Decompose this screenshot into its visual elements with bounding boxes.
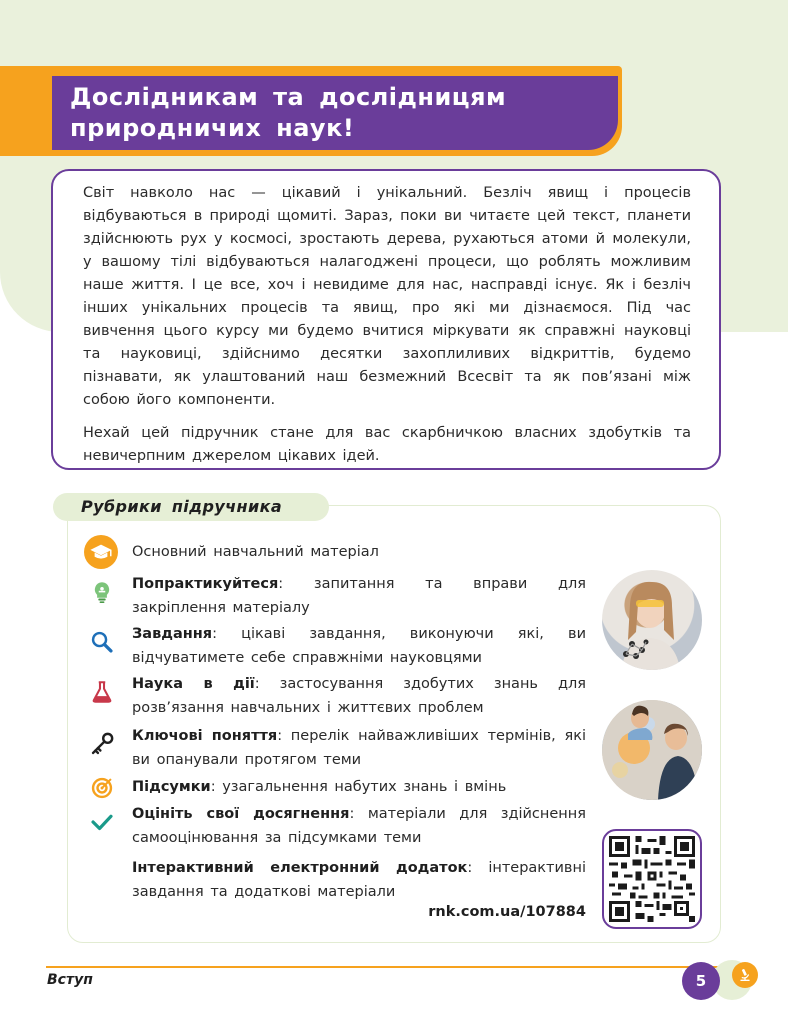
rubric-item-title: Ключові поняття <box>132 728 278 744</box>
flask-icon <box>86 676 118 708</box>
rubric-item-self-assessment <box>82 802 586 850</box>
intro-box <box>51 169 721 470</box>
rubric-item-text <box>132 802 586 850</box>
footer-divider <box>46 966 736 968</box>
key-icon <box>86 728 118 760</box>
rubric-item-text <box>132 672 586 720</box>
rubric-item-title: Попрактикуйтеся <box>132 576 279 592</box>
rubric-item-desc: : інтерактивні завдання та додаткові матеріали <box>132 860 586 900</box>
page-title-line1: Дослідникам та дослідницям <box>70 83 507 111</box>
page-title-line2: природничих наук! <box>70 114 355 142</box>
rubric-item-science-in-action <box>82 672 586 720</box>
footer-section-label: Вступ <box>47 972 93 988</box>
microscope-icon <box>732 962 758 988</box>
rubric-item-text <box>132 724 586 772</box>
qr-code[interactable] <box>602 829 702 929</box>
rubric-item-desc: : узагальнення набутих знань і вмінь <box>210 779 507 795</box>
interactive-app-link[interactable]: rnk.com.ua/107884 <box>428 904 586 920</box>
rubric-item-desc: : цікаві завдання, виконуючи які, ви відчуватимете себе справжніми науковцями <box>132 626 586 666</box>
rubrics-heading: Рубрики підручника <box>81 497 283 516</box>
rubric-item-interactive-app <box>82 856 586 904</box>
rubric-item-title: Оцініть свої досягнення <box>132 806 350 822</box>
rubrics-heading-tab <box>53 493 329 521</box>
rubric-item-title: Інтерактивний електронний додаток <box>132 860 468 876</box>
magnifier-icon <box>86 626 118 658</box>
rubric-item-key-concepts <box>82 724 586 772</box>
rubric-item-text <box>132 572 586 620</box>
qr-code-image <box>609 836 695 922</box>
rubric-item-desc: : запитання та вправи для закріплення матеріалу <box>132 576 586 616</box>
rubric-item-title: Наука в дії <box>132 676 255 692</box>
intro-paragraph-2: Нехай цей підручник стане для вас скарбничкою власних здобутків та невичерпним джерелом цікавих ідей. <box>83 425 691 464</box>
intro-paragraph-1: Світ навколо нас — цікавий і унікальний. Безліч явищ і процесів відбуваються в природі щомиті. Зараз, поки ви читаєте цей текст, планети здійснюють рух у космосі, зростають дерева, рухаються атоми й молекули, у вашому тілі відбуваються налагоджені процеси, що роблять можливим наше життя. І це все, хоч і невидиме для нас, насправді існує. Як і безліч інших унікальних процесів та явищ, про які ми дізнаємося. Під час вивчення цього курсу ми будемо вчитися міркувати як справжні науковці та науковиці, здійснимо десятки захоплиливих відкриттів, будемо пізнавати, як улаштований наш безмежний Всесвіт та як пов’язані між собою його компоненти. <box>83 185 691 408</box>
rubric-item-text <box>132 540 586 564</box>
rubric-item-desc: : перелік найважливіших термінів, які ви опанували протягом теми <box>132 728 587 768</box>
photo-girl-with-molecule-model <box>602 570 702 670</box>
rubric-item-desc: : матеріали для здійснення самооцінювання за підсумками теми <box>132 806 586 846</box>
rubric-item-title: Завдання <box>132 626 213 642</box>
rubric-item-desc: : застосування здобутих знань для розв’язання навчальних і життєвих проблем <box>132 676 587 716</box>
target-icon <box>86 772 118 804</box>
rubric-item-desc: Основний навчальний матеріал <box>132 544 379 560</box>
rubric-item-practice <box>82 572 586 620</box>
rubric-item-text <box>132 775 586 799</box>
rubric-item-title: Підсумки <box>132 779 211 795</box>
photo-kids-with-planet-model <box>602 700 702 800</box>
page-number: 5 <box>682 962 720 1000</box>
rubric-item-summary <box>82 775 586 799</box>
checkmark-icon <box>86 806 118 838</box>
rubric-item-main-material <box>82 540 586 564</box>
rubric-item-tasks <box>82 622 586 670</box>
page-title <box>70 82 600 144</box>
puzzle-lightbulb-icon <box>86 576 118 608</box>
title-banner <box>52 76 618 150</box>
rubric-item-text <box>132 622 586 670</box>
rubric-item-text <box>132 856 586 904</box>
graduation-cap-icon <box>86 536 118 568</box>
